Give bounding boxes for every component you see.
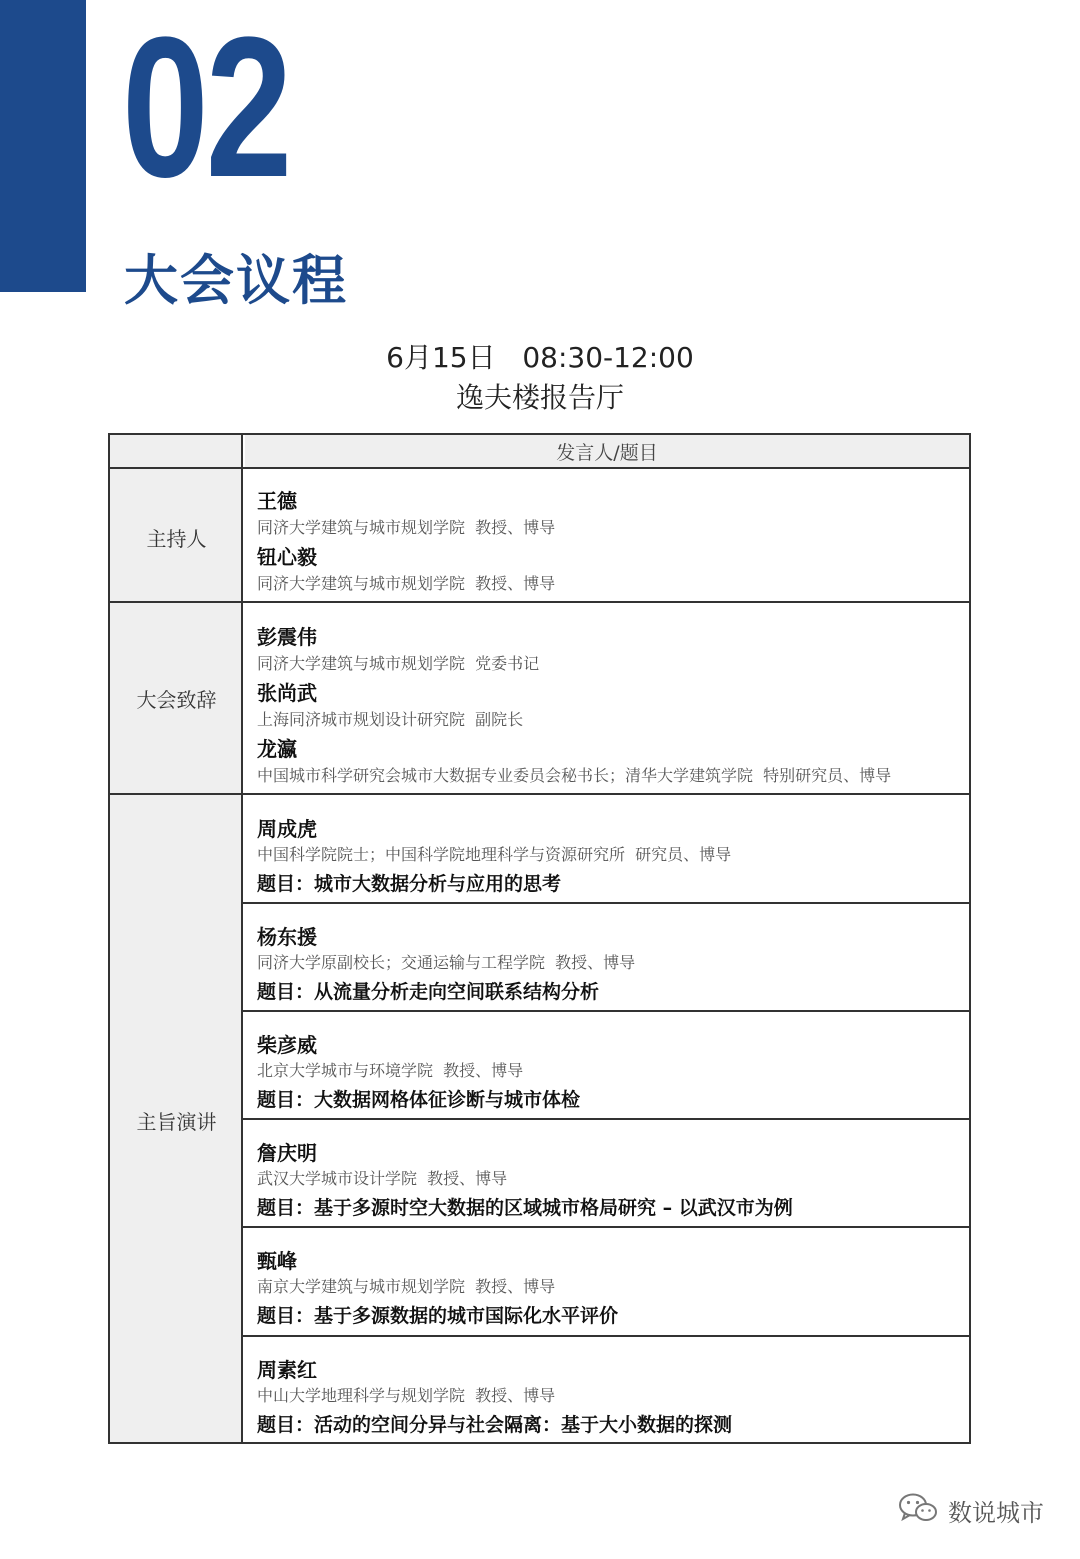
section-title: 大会议程 (124, 249, 348, 312)
row-divider (243, 1118, 969, 1120)
role-label-welcome: 大会致辞 (136, 688, 217, 712)
speaker-name: 周成虎 (257, 817, 317, 841)
speaker-affiliation: 南京大学建筑与城市规划学院 教授、博导 (257, 1277, 556, 1296)
section-number: 02 (122, 0, 290, 219)
person-name: 龙瀛 (257, 737, 297, 761)
wechat-icon (898, 1492, 938, 1528)
row-divider (243, 1226, 969, 1228)
person-affiliation: 上海同济城市规划设计研究院 副院长 (257, 710, 524, 729)
row-divider (243, 1335, 969, 1337)
role-label-keynote: 主旨演讲 (136, 1110, 217, 1134)
session-venue: 逸夫楼报告厅 (455, 381, 624, 414)
speaker-affiliation: 中国科学院院士；中国科学院地理科学与资源研究所 研究员、博导 (257, 845, 732, 864)
talk-title: 题目：从流量分析走向空间联系结构分析 (257, 981, 600, 1003)
speaker-name: 詹庆明 (257, 1141, 317, 1165)
side-accent-bar (0, 0, 86, 292)
table-header: 发言人/题目 (245, 435, 969, 467)
person-affiliation: 中国城市科学研究会城市大数据专业委员会秘书长；清华大学建筑学院 特别研究员、博导 (257, 766, 892, 785)
talk-title: 题目：基于多源数据的城市国际化水平评价 (257, 1305, 619, 1327)
row-divider (110, 793, 969, 795)
row-divider (243, 1010, 969, 1012)
talk-title: 题目：城市大数据分析与应用的思考 (257, 873, 562, 895)
person-affiliation: 同济大学建筑与城市规划学院 党委书记 (257, 654, 540, 673)
role-label-host: 主持人 (146, 527, 207, 551)
row-divider (110, 601, 969, 603)
row-divider (243, 902, 969, 904)
person-affiliation: 同济大学建筑与城市规划学院 教授、博导 (257, 574, 556, 593)
row-divider (110, 467, 969, 469)
talk-title: 题目：活动的空间分异与社会隔离：基于大小数据的探测 (257, 1414, 733, 1436)
talk-title: 题目：大数据网格体征诊断与城市体检 (257, 1089, 581, 1111)
person-name: 张尚武 (257, 681, 317, 705)
speaker-affiliation: 北京大学城市与环境学院 教授、博导 (257, 1061, 524, 1080)
speaker-affiliation: 武汉大学城市设计学院 教授、博导 (257, 1169, 508, 1188)
role-column (110, 435, 243, 1442)
person-name: 彭震伟 (257, 625, 317, 649)
speaker-name: 周素红 (257, 1358, 317, 1382)
person-name: 钮心毅 (257, 545, 317, 569)
person-name: 王德 (257, 489, 297, 513)
talk-title: 题目：基于多源时空大数据的区域城市格局研究 – 以武汉市为例 (257, 1197, 793, 1219)
watermark (898, 1492, 1044, 1528)
watermark-text: 数说城市 (948, 1498, 1044, 1527)
session-datetime: 6月15日 08:30-12:00 (386, 341, 694, 374)
speaker-name: 柴彦威 (257, 1033, 317, 1057)
agenda-table (108, 433, 971, 1444)
speaker-affiliation: 同济大学原副校长；交通运输与工程学院 教授、博导 (257, 953, 636, 972)
speaker-name: 甄峰 (257, 1249, 297, 1273)
person-affiliation: 同济大学建筑与城市规划学院 教授、博导 (257, 518, 556, 537)
speaker-affiliation: 中山大学地理科学与规划学院 教授、博导 (257, 1386, 556, 1405)
speaker-name: 杨东援 (257, 925, 317, 949)
